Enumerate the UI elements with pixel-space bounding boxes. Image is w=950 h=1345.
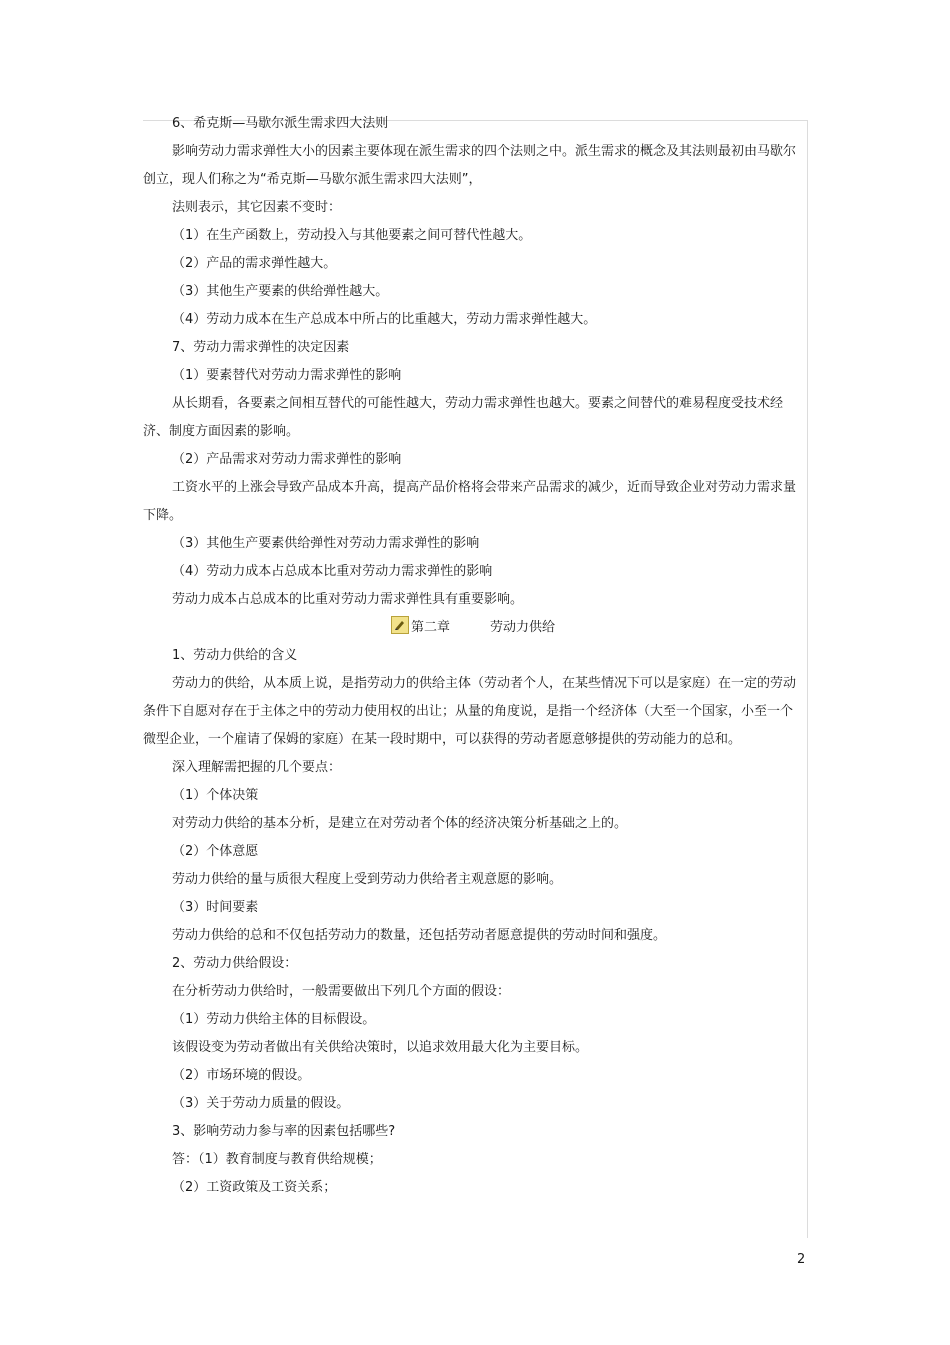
- paragraph: 工资水平的上涨会导致产品成本升高，提高产品价格将会带来产品需求的减少，近而导致企业对劳动力需求量下降。: [143, 480, 797, 523]
- chapter-number: 第二章: [410, 620, 450, 635]
- list-item: （4）劳动力成本在生产总成本中所占的比重越大，劳动力需求弹性越大。: [172, 312, 597, 327]
- page-frame-right-border: [807, 120, 808, 1238]
- answer-line: 答：（1）教育制度与教育供给规模；: [172, 1152, 382, 1167]
- list-item: （3）时间要素: [172, 900, 259, 915]
- section-heading: 7、劳动力需求弹性的决定因素: [172, 340, 350, 355]
- list-item: （1）在生产函数上，劳动投入与其他要素之间可替代性越大。: [172, 228, 532, 243]
- paragraph: 劳动力供给的总和不仅包括劳动力的数量，还包括劳动者愿意提供的劳动时间和强度。: [172, 928, 667, 943]
- section-heading: 3、影响劳动力参与率的因素包括哪些?: [172, 1124, 396, 1139]
- paragraph: 影响劳动力需求弹性大小的因素主要体现在派生需求的四个法则之中。派生需求的概念及其法则最初由马歇尔创立，现人们称之为“希克斯—马歇尔派生需求四大法则”，: [143, 144, 797, 187]
- chapter-title: 劳动力供给: [490, 620, 556, 635]
- list-item: （2）个体意愿: [172, 844, 259, 859]
- list-item: （2）市场环境的假设。: [172, 1068, 311, 1083]
- document-body: [143, 110, 803, 1202]
- page-number: 2: [797, 1252, 806, 1267]
- list-item: （1）劳动力供给主体的目标假设。: [172, 1012, 376, 1027]
- list-item: （3）其他生产要素的供给弹性越大。: [172, 284, 389, 299]
- list-item: （2）产品需求对劳动力需求弹性的影响: [172, 452, 402, 467]
- paragraph: 该假设变为劳动者做出有关供给决策时，以追求效用最大化为主要目标。: [172, 1040, 589, 1055]
- list-item: （1）要素替代对劳动力需求弹性的影响: [172, 368, 402, 383]
- paragraph: 法则表示，其它因素不变时：: [172, 200, 342, 215]
- paragraph: 在分析劳动力供给时，一般需要做出下列几个方面的假设：: [172, 984, 511, 999]
- paragraph: 劳动力成本占总成本的比重对劳动力需求弹性具有重要影响。: [172, 592, 524, 607]
- list-item: （3）关于劳动力质量的假设。: [172, 1096, 350, 1111]
- paragraph: 深入理解需把握的几个要点：: [172, 760, 342, 775]
- paragraph: 对劳动力供给的基本分析，是建立在对劳动者个体的经济决策分析基础之上的。: [172, 816, 628, 831]
- note-icon[interactable]: [391, 616, 409, 634]
- section-heading: 2、劳动力供给假设：: [172, 956, 298, 971]
- list-item: （1）个体决策: [172, 788, 259, 803]
- list-item: （4）劳动力成本占总成本比重对劳动力需求弹性的影响: [172, 564, 493, 579]
- chapter-heading: [143, 614, 803, 642]
- paragraph: 劳动力的供给，从本质上说，是指劳动力的供给主体（劳动者个人，在某些情况下可以是家庭）在一定的劳动条件下自愿对存在于主体之中的劳动力使用权的出让；从量的角度说，是指一个经济体（大至一个国家，小至一个微型企业，一个雇请了保姆的家庭）在某一段时期中，可以获得的劳动者愿意够提供的劳动能力的总和。: [143, 676, 797, 747]
- paragraph: 劳动力供给的量与质很大程度上受到劳动力供给者主观意愿的影响。: [172, 872, 563, 887]
- list-item: （2）产品的需求弹性越大。: [172, 256, 337, 271]
- section-heading: 6、希克斯—马歇尔派生需求四大法则: [172, 116, 389, 131]
- list-item: （3）其他生产要素供给弹性对劳动力需求弹性的影响: [172, 536, 480, 551]
- list-item: （2）工资政策及工资关系；: [172, 1180, 337, 1195]
- section-heading: 1、劳动力供给的含义: [172, 648, 298, 663]
- paragraph: 从长期看，各要素之间相互替代的可能性越大，劳动力需求弹性也越大。要素之间替代的难易程度受技术经济、制度方面因素的影响。: [143, 396, 784, 439]
